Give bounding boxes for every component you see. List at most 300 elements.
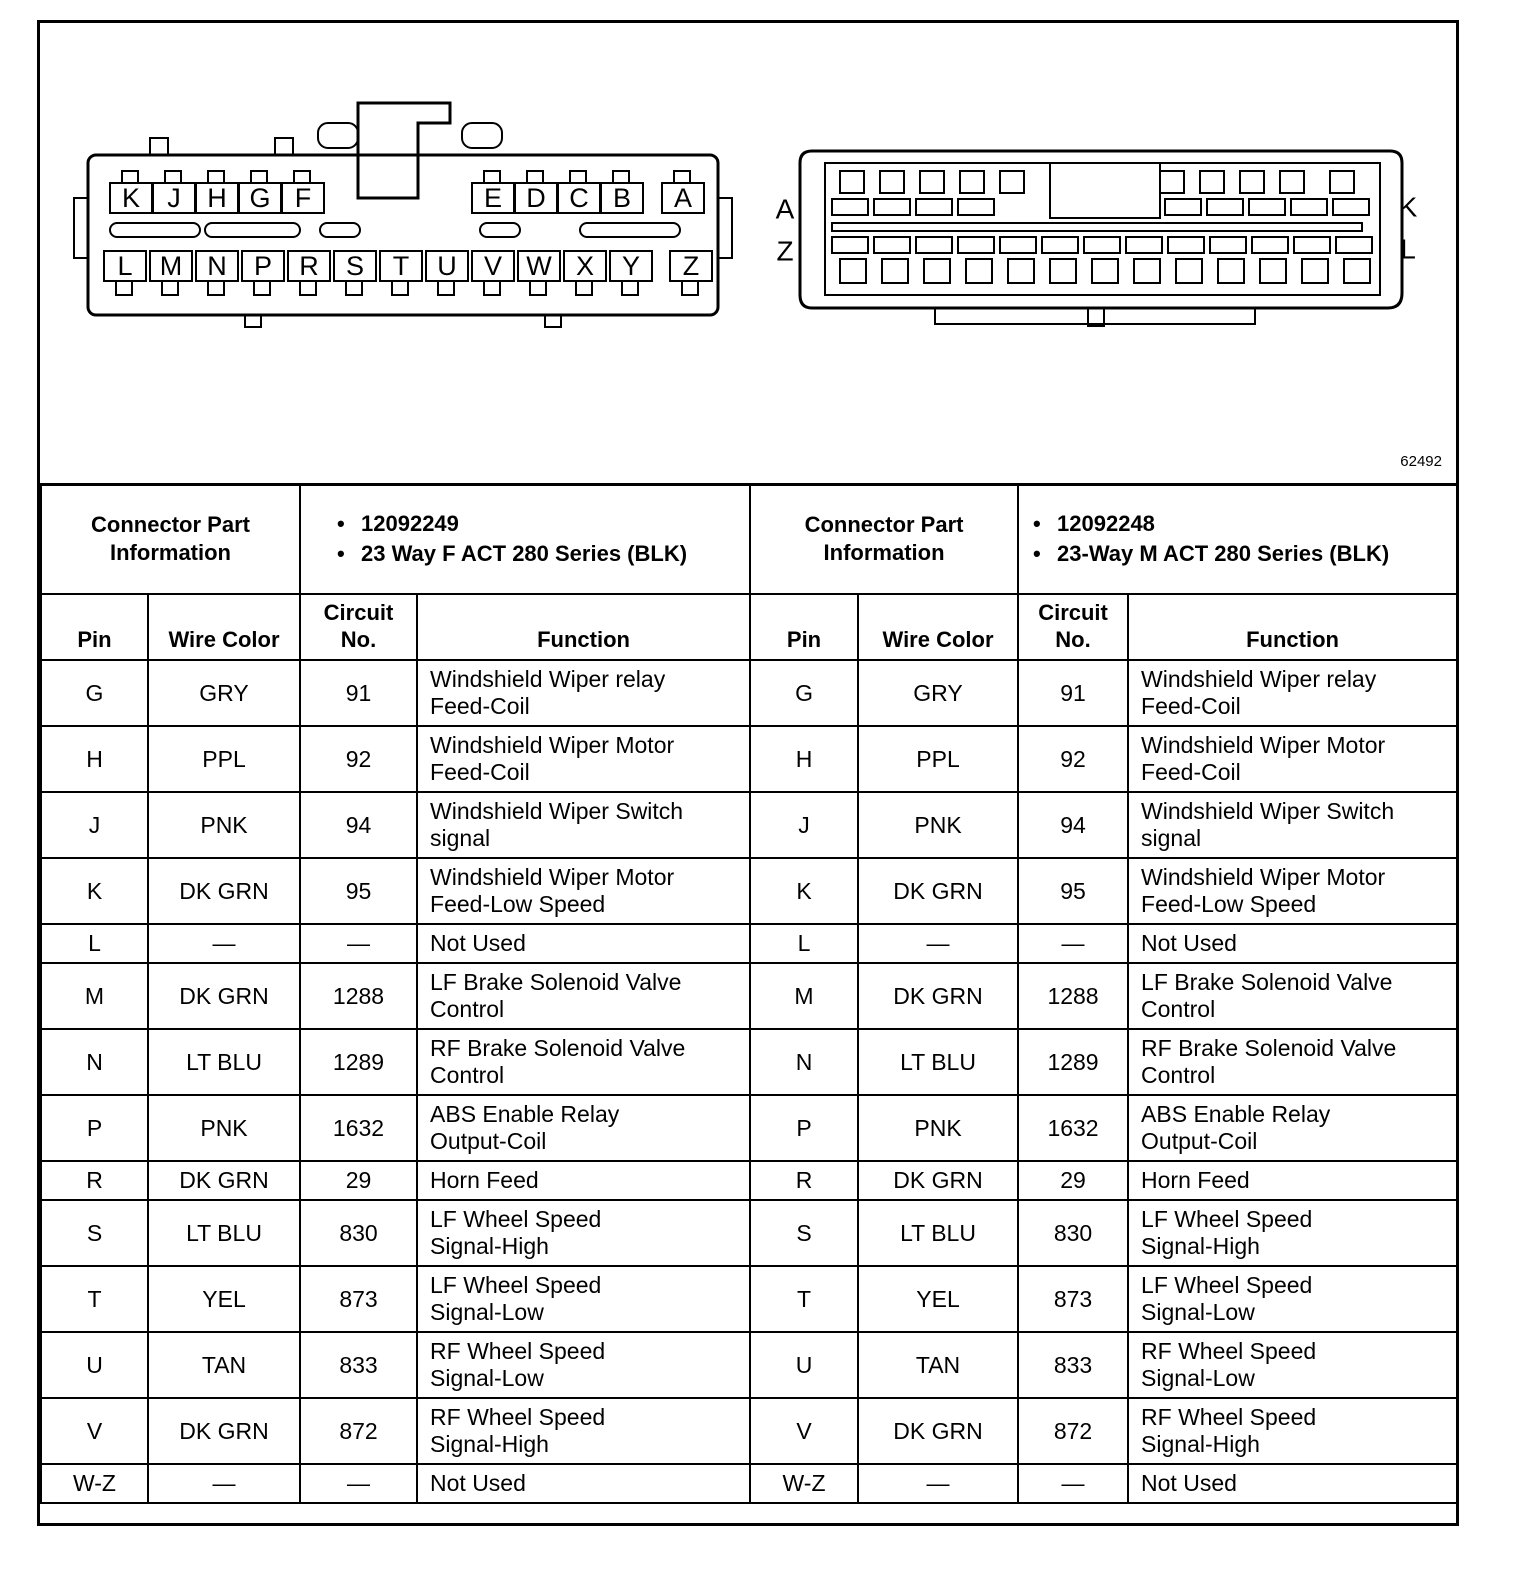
pin-terminal: [1176, 259, 1202, 283]
function-line: LF Brake Solenoid Valve: [1141, 969, 1393, 995]
wire-color-cell: —: [858, 924, 1018, 963]
function-line: LF Wheel Speed: [1141, 1206, 1313, 1232]
pin-label: B: [612, 183, 632, 213]
function-line: Feed-Coil: [430, 693, 530, 719]
table-row: [41, 924, 1457, 963]
figure-number: 62492: [1400, 453, 1442, 470]
pin-label: V: [483, 251, 503, 281]
pin-label: J: [167, 183, 181, 213]
pin-cell: T: [41, 1266, 148, 1332]
pin-cell: J: [41, 792, 148, 858]
connector-f-tab: [275, 138, 293, 155]
function-line: Windshield Wiper Switch: [430, 798, 684, 824]
wire-color-cell: LT BLU: [858, 1029, 1018, 1095]
pin-cavity: [1126, 237, 1162, 253]
function-cell: [1128, 1200, 1457, 1266]
connector-f-side-latch: [718, 198, 732, 258]
function-line: Signal-High: [430, 1431, 549, 1457]
right-part-number: • 12092248: [1033, 509, 1456, 539]
circuit-cell: 833: [300, 1332, 417, 1398]
pin-cell: L: [750, 924, 858, 963]
pin-terminal: [920, 171, 944, 193]
pin-label: C: [569, 183, 589, 213]
pin-cell: V: [41, 1398, 148, 1464]
pin-terminal: [1344, 259, 1370, 283]
pin-terminal: [960, 171, 984, 193]
function-line: RF Wheel Speed: [430, 1338, 606, 1364]
wire-color-cell: DK GRN: [148, 858, 300, 924]
wire-color-cell: DK GRN: [858, 1398, 1018, 1464]
function-line: Feed-Coil: [1141, 693, 1241, 719]
function-line: signal: [430, 825, 491, 851]
connector-f-tab: [462, 123, 502, 148]
pin-label: G: [249, 183, 271, 213]
header-wire-color: Wire Color: [858, 594, 1018, 660]
pin-label: P: [253, 251, 273, 281]
pin-cell: P: [41, 1095, 148, 1161]
circuit-cell: 833: [1018, 1332, 1128, 1398]
wire-color-cell: TAN: [148, 1332, 300, 1398]
function-line: Signal-Low: [1141, 1365, 1255, 1391]
pin-terminal: [484, 171, 500, 183]
function-cell: [417, 792, 750, 858]
pin-terminal: [613, 171, 629, 183]
function-line: LF Wheel Speed: [1141, 1272, 1313, 1298]
header-circuit: Circuit No.: [300, 594, 417, 660]
pin-cell: R: [750, 1161, 858, 1200]
pin-terminal: [208, 281, 224, 295]
pin-label: H: [207, 183, 227, 213]
pin-cavity: [1294, 237, 1330, 253]
left-info-label: Connector Part Information: [41, 484, 300, 594]
wire-color-cell: LT BLU: [858, 1200, 1018, 1266]
pin-terminal: [300, 281, 316, 295]
pin-terminal: [1008, 259, 1034, 283]
wire-color-cell: LT BLU: [148, 1200, 300, 1266]
pin-terminal: [484, 281, 500, 295]
wire-color-cell: —: [858, 1464, 1018, 1503]
pin-cell: M: [750, 963, 858, 1029]
pin-label: U: [437, 251, 457, 281]
function-cell: [1128, 726, 1457, 792]
function-cell: [417, 924, 750, 963]
pin-terminal: [165, 171, 181, 183]
function-cell: [1128, 1398, 1457, 1464]
connector-m-key: [1050, 163, 1160, 218]
function-line: Windshield Wiper Motor: [430, 732, 675, 758]
pin-label: A: [673, 183, 693, 213]
function-line: Windshield Wiper Switch: [1141, 798, 1395, 824]
circuit-cell: 1289: [300, 1029, 417, 1095]
pin-terminal: [1000, 171, 1024, 193]
table-row: [41, 1200, 1457, 1266]
pin-cavity: [832, 237, 868, 253]
function-line: Not Used: [1141, 930, 1237, 956]
function-line: Output-Coil: [430, 1128, 547, 1154]
pin-terminal: [527, 171, 543, 183]
pin-terminal: [880, 171, 904, 193]
table-row: [41, 1464, 1457, 1503]
header-function: Function: [417, 594, 750, 660]
function-line: LF Wheel Speed: [430, 1272, 602, 1298]
left-info-items: [300, 484, 750, 594]
circuit-cell: 872: [1018, 1398, 1128, 1464]
circuit-cell: —: [1018, 924, 1128, 963]
pin-label: W: [526, 251, 552, 281]
function-line: Output-Coil: [1141, 1128, 1258, 1154]
header-pin: Pin: [41, 594, 148, 660]
pin-cell: V: [750, 1398, 858, 1464]
pin-cavity: [958, 199, 994, 215]
connector-f-center-latch: [358, 103, 450, 198]
left-part-description: • 23 Way F ACT 280 Series (BLK): [337, 539, 749, 569]
pin-cavity: [1042, 237, 1078, 253]
function-line: Feed-Coil: [430, 759, 530, 785]
header-wire-color: Wire Color: [148, 594, 300, 660]
pin-label: Y: [621, 251, 641, 281]
pin-label: F: [294, 183, 312, 213]
function-cell: [1128, 1332, 1457, 1398]
function-cell: [417, 858, 750, 924]
wire-color-cell: PNK: [148, 792, 300, 858]
pin-cell: S: [41, 1200, 148, 1266]
pin-cavity: [1336, 237, 1372, 253]
wire-color-cell: DK GRN: [858, 963, 1018, 1029]
pin-terminal: [674, 171, 690, 183]
circuit-cell: 872: [300, 1398, 417, 1464]
wire-color-cell: —: [148, 924, 300, 963]
connector-m-divider: [832, 223, 1362, 231]
circuit-cell: 94: [300, 792, 417, 858]
pin-cavity: [874, 199, 910, 215]
function-line: RF Wheel Speed: [1141, 1404, 1317, 1430]
pin-terminal: [1260, 259, 1286, 283]
table-row: [41, 1332, 1457, 1398]
function-cell: [417, 1332, 750, 1398]
pin-cavity: [916, 237, 952, 253]
left-part-number: • 12092249: [337, 509, 749, 539]
pin-terminal: [1092, 259, 1118, 283]
pin-cavity: [874, 237, 910, 253]
pin-label: S: [345, 251, 365, 281]
circuit-cell: 92: [1018, 726, 1128, 792]
table-row: [41, 858, 1457, 924]
function-line: Signal-High: [430, 1233, 549, 1259]
connector-f-key-slot: [480, 223, 520, 237]
pin-label: M: [159, 251, 183, 281]
wire-color-cell: PNK: [858, 1095, 1018, 1161]
table-row: [41, 660, 1457, 726]
pin-terminal: [576, 281, 592, 295]
pin-cell: T: [750, 1266, 858, 1332]
table-row: [41, 1161, 1457, 1200]
connector-sheet: [37, 20, 1459, 1526]
function-cell: [1128, 1161, 1457, 1200]
connector-f-body: [88, 155, 718, 315]
pin-terminal: [882, 259, 908, 283]
function-line: Windshield Wiper relay: [1141, 666, 1377, 692]
pin-label: Z: [682, 251, 700, 281]
function-cell: [1128, 792, 1457, 858]
pin-cavity: [1210, 237, 1246, 253]
connector-diagram-area: [40, 23, 1456, 486]
pin-terminal: [1218, 259, 1244, 283]
pin-cell: G: [750, 660, 858, 726]
function-line: ABS Enable Relay: [430, 1101, 620, 1127]
function-cell: [1128, 924, 1457, 963]
function-cell: [1128, 1266, 1457, 1332]
function-cell: [417, 1200, 750, 1266]
wire-color-cell: PNK: [858, 792, 1018, 858]
pin-terminal: [251, 171, 267, 183]
pin-cavity: [1165, 199, 1201, 215]
pin-terminal: [966, 259, 992, 283]
table-row: [41, 963, 1457, 1029]
circuit-cell: 94: [1018, 792, 1128, 858]
function-line: LF Wheel Speed: [430, 1206, 602, 1232]
right-part-description: • 23-Way M ACT 280 Series (BLK): [1033, 539, 1456, 569]
connector-info-row: [41, 484, 1457, 594]
function-line: Control: [1141, 996, 1216, 1022]
circuit-cell: —: [300, 1464, 417, 1503]
pin-cavity: [958, 237, 994, 253]
pinout-table: [40, 483, 1458, 1504]
pin-label: T: [392, 251, 410, 281]
pin-cavity: [1000, 237, 1036, 253]
function-cell: [417, 1161, 750, 1200]
pin-cell: N: [750, 1029, 858, 1095]
function-cell: [1128, 660, 1457, 726]
function-line: Signal-High: [1141, 1233, 1260, 1259]
connector-f-foot: [245, 315, 261, 327]
function-line: Not Used: [1141, 1470, 1237, 1496]
table-row: [41, 1266, 1457, 1332]
connector-f-side-latch: [74, 198, 88, 258]
pin-cavity: [1252, 237, 1288, 253]
connector-f-tab: [318, 123, 358, 148]
circuit-cell: 1632: [300, 1095, 417, 1161]
wire-color-cell: YEL: [148, 1266, 300, 1332]
function-line: Signal-Low: [1141, 1299, 1255, 1325]
function-line: RF Brake Solenoid Valve: [1141, 1035, 1397, 1061]
function-line: Not Used: [430, 1470, 526, 1496]
function-line: RF Wheel Speed: [1141, 1338, 1317, 1364]
connector-f-key-slot: [320, 223, 360, 237]
function-line: Control: [1141, 1062, 1216, 1088]
connector-f-key-slot: [110, 223, 200, 237]
pin-terminal: [622, 281, 638, 295]
wire-color-cell: TAN: [858, 1332, 1018, 1398]
pin-cell: N: [41, 1029, 148, 1095]
circuit-cell: 95: [1018, 858, 1128, 924]
function-cell: [417, 1266, 750, 1332]
wire-color-cell: PNK: [148, 1095, 300, 1161]
wire-color-cell: DK GRN: [148, 963, 300, 1029]
pin-terminal: [1302, 259, 1328, 283]
pin-terminal: [254, 281, 270, 295]
side-label: Z: [776, 235, 794, 267]
function-line: Windshield Wiper Motor: [430, 864, 675, 890]
pin-terminal: [208, 171, 224, 183]
pin-terminal: [438, 281, 454, 295]
circuit-cell: 29: [300, 1161, 417, 1200]
header-pin: Pin: [750, 594, 858, 660]
function-cell: [1128, 1095, 1457, 1161]
wire-color-cell: PPL: [858, 726, 1018, 792]
pin-cell: P: [750, 1095, 858, 1161]
pin-cell: L: [41, 924, 148, 963]
function-cell: [1128, 963, 1457, 1029]
circuit-cell: 1289: [1018, 1029, 1128, 1095]
side-label: K: [1398, 191, 1418, 223]
pin-cell: H: [41, 726, 148, 792]
circuit-cell: 830: [1018, 1200, 1128, 1266]
pin-terminal: [1330, 171, 1354, 193]
pin-cell: S: [750, 1200, 858, 1266]
pin-cell: R: [41, 1161, 148, 1200]
pin-cell: U: [750, 1332, 858, 1398]
wire-color-cell: DK GRN: [148, 1398, 300, 1464]
pin-cell: K: [41, 858, 148, 924]
pin-cell: J: [750, 792, 858, 858]
function-cell: [1128, 858, 1457, 924]
function-cell: [417, 1464, 750, 1503]
pin-terminal: [162, 281, 178, 295]
circuit-cell: 91: [300, 660, 417, 726]
pin-terminal: [924, 259, 950, 283]
pin-cell: G: [41, 660, 148, 726]
circuit-cell: 830: [300, 1200, 417, 1266]
wire-color-cell: DK GRN: [148, 1161, 300, 1200]
function-line: Feed-Low Speed: [1141, 891, 1317, 917]
header-circuit: Circuit No.: [1018, 594, 1128, 660]
wire-color-cell: PPL: [148, 726, 300, 792]
pin-terminal: [840, 171, 864, 193]
right-info-items: [1018, 484, 1457, 594]
function-cell: [1128, 1029, 1457, 1095]
connector-f-key-slot: [580, 223, 680, 237]
function-line: Windshield Wiper Motor: [1141, 732, 1386, 758]
circuit-cell: 873: [1018, 1266, 1128, 1332]
table-row: [41, 792, 1457, 858]
pin-terminal: [570, 171, 586, 183]
function-line: signal: [1141, 825, 1202, 851]
pin-cell: U: [41, 1332, 148, 1398]
circuit-cell: —: [300, 924, 417, 963]
pin-terminal: [294, 171, 310, 183]
wire-color-cell: —: [148, 1464, 300, 1503]
connector-f-foot: [545, 315, 561, 327]
function-line: Windshield Wiper Motor: [1141, 864, 1386, 890]
function-line: Horn Feed: [1141, 1167, 1250, 1193]
function-line: Feed-Low Speed: [430, 891, 606, 917]
pin-cavity: [1207, 199, 1243, 215]
connector-f-tab: [150, 138, 168, 155]
pinout-rows: [41, 660, 1457, 1503]
pin-cavity: [832, 199, 868, 215]
pin-label: N: [207, 251, 227, 281]
pin-label: L: [117, 251, 133, 281]
header-row: [41, 594, 1457, 660]
pin-cavity: [1333, 199, 1369, 215]
pin-terminal: [682, 281, 698, 295]
pin-cavity: [1168, 237, 1204, 253]
function-cell: [417, 1029, 750, 1095]
pin-label: X: [575, 251, 595, 281]
pin-cell: W-Z: [750, 1464, 858, 1503]
pin-cavity: [1291, 199, 1327, 215]
function-line: Not Used: [430, 930, 526, 956]
circuit-cell: —: [1018, 1464, 1128, 1503]
function-cell: [417, 660, 750, 726]
pin-cavity: [1249, 199, 1285, 215]
function-line: Signal-Low: [430, 1365, 544, 1391]
table-row: [41, 726, 1457, 792]
function-line: LF Brake Solenoid Valve: [430, 969, 682, 995]
connector-m-bottom-rail: [935, 308, 1255, 324]
pin-terminal: [392, 281, 408, 295]
side-label: A: [775, 193, 795, 225]
pin-cell: H: [750, 726, 858, 792]
pin-terminal: [346, 281, 362, 295]
function-line: RF Wheel Speed: [430, 1404, 606, 1430]
pin-terminal: [530, 281, 546, 295]
pin-terminal: [1200, 171, 1224, 193]
table-row: [41, 1398, 1457, 1464]
function-line: Signal-High: [1141, 1431, 1260, 1457]
pin-label: K: [121, 183, 141, 213]
circuit-cell: 95: [300, 858, 417, 924]
connector-m-body: [800, 151, 1402, 308]
wire-color-cell: LT BLU: [148, 1029, 300, 1095]
pin-cell: K: [750, 858, 858, 924]
function-cell: [417, 726, 750, 792]
function-line: RF Brake Solenoid Valve: [430, 1035, 686, 1061]
pin-cavity: [1084, 237, 1120, 253]
pin-terminal: [840, 259, 866, 283]
header-function: Function: [1128, 594, 1457, 660]
pin-cavity: [916, 199, 952, 215]
pin-label: D: [526, 183, 546, 213]
function-cell: [417, 1398, 750, 1464]
pin-terminal: [1160, 171, 1184, 193]
connector-diagram: [40, 23, 1456, 483]
circuit-cell: 91: [1018, 660, 1128, 726]
function-line: Windshield Wiper relay: [430, 666, 666, 692]
pin-label: R: [299, 251, 319, 281]
function-line: Signal-Low: [430, 1299, 544, 1325]
pin-cell: W-Z: [41, 1464, 148, 1503]
circuit-cell: 1288: [300, 963, 417, 1029]
table-row: [41, 1095, 1457, 1161]
side-label: L: [1400, 233, 1416, 265]
pin-label: E: [483, 183, 503, 213]
function-line: Control: [430, 996, 505, 1022]
wire-color-cell: DK GRN: [858, 858, 1018, 924]
pin-terminal: [1240, 171, 1264, 193]
circuit-cell: 29: [1018, 1161, 1128, 1200]
function-cell: [417, 963, 750, 1029]
right-info-label: Connector Part Information: [750, 484, 1018, 594]
function-cell: [1128, 1464, 1457, 1503]
circuit-cell: 1632: [1018, 1095, 1128, 1161]
pin-terminal: [116, 281, 132, 295]
wire-color-cell: GRY: [148, 660, 300, 726]
function-line: Horn Feed: [430, 1167, 539, 1193]
pin-terminal: [1134, 259, 1160, 283]
wire-color-cell: YEL: [858, 1266, 1018, 1332]
function-line: ABS Enable Relay: [1141, 1101, 1331, 1127]
